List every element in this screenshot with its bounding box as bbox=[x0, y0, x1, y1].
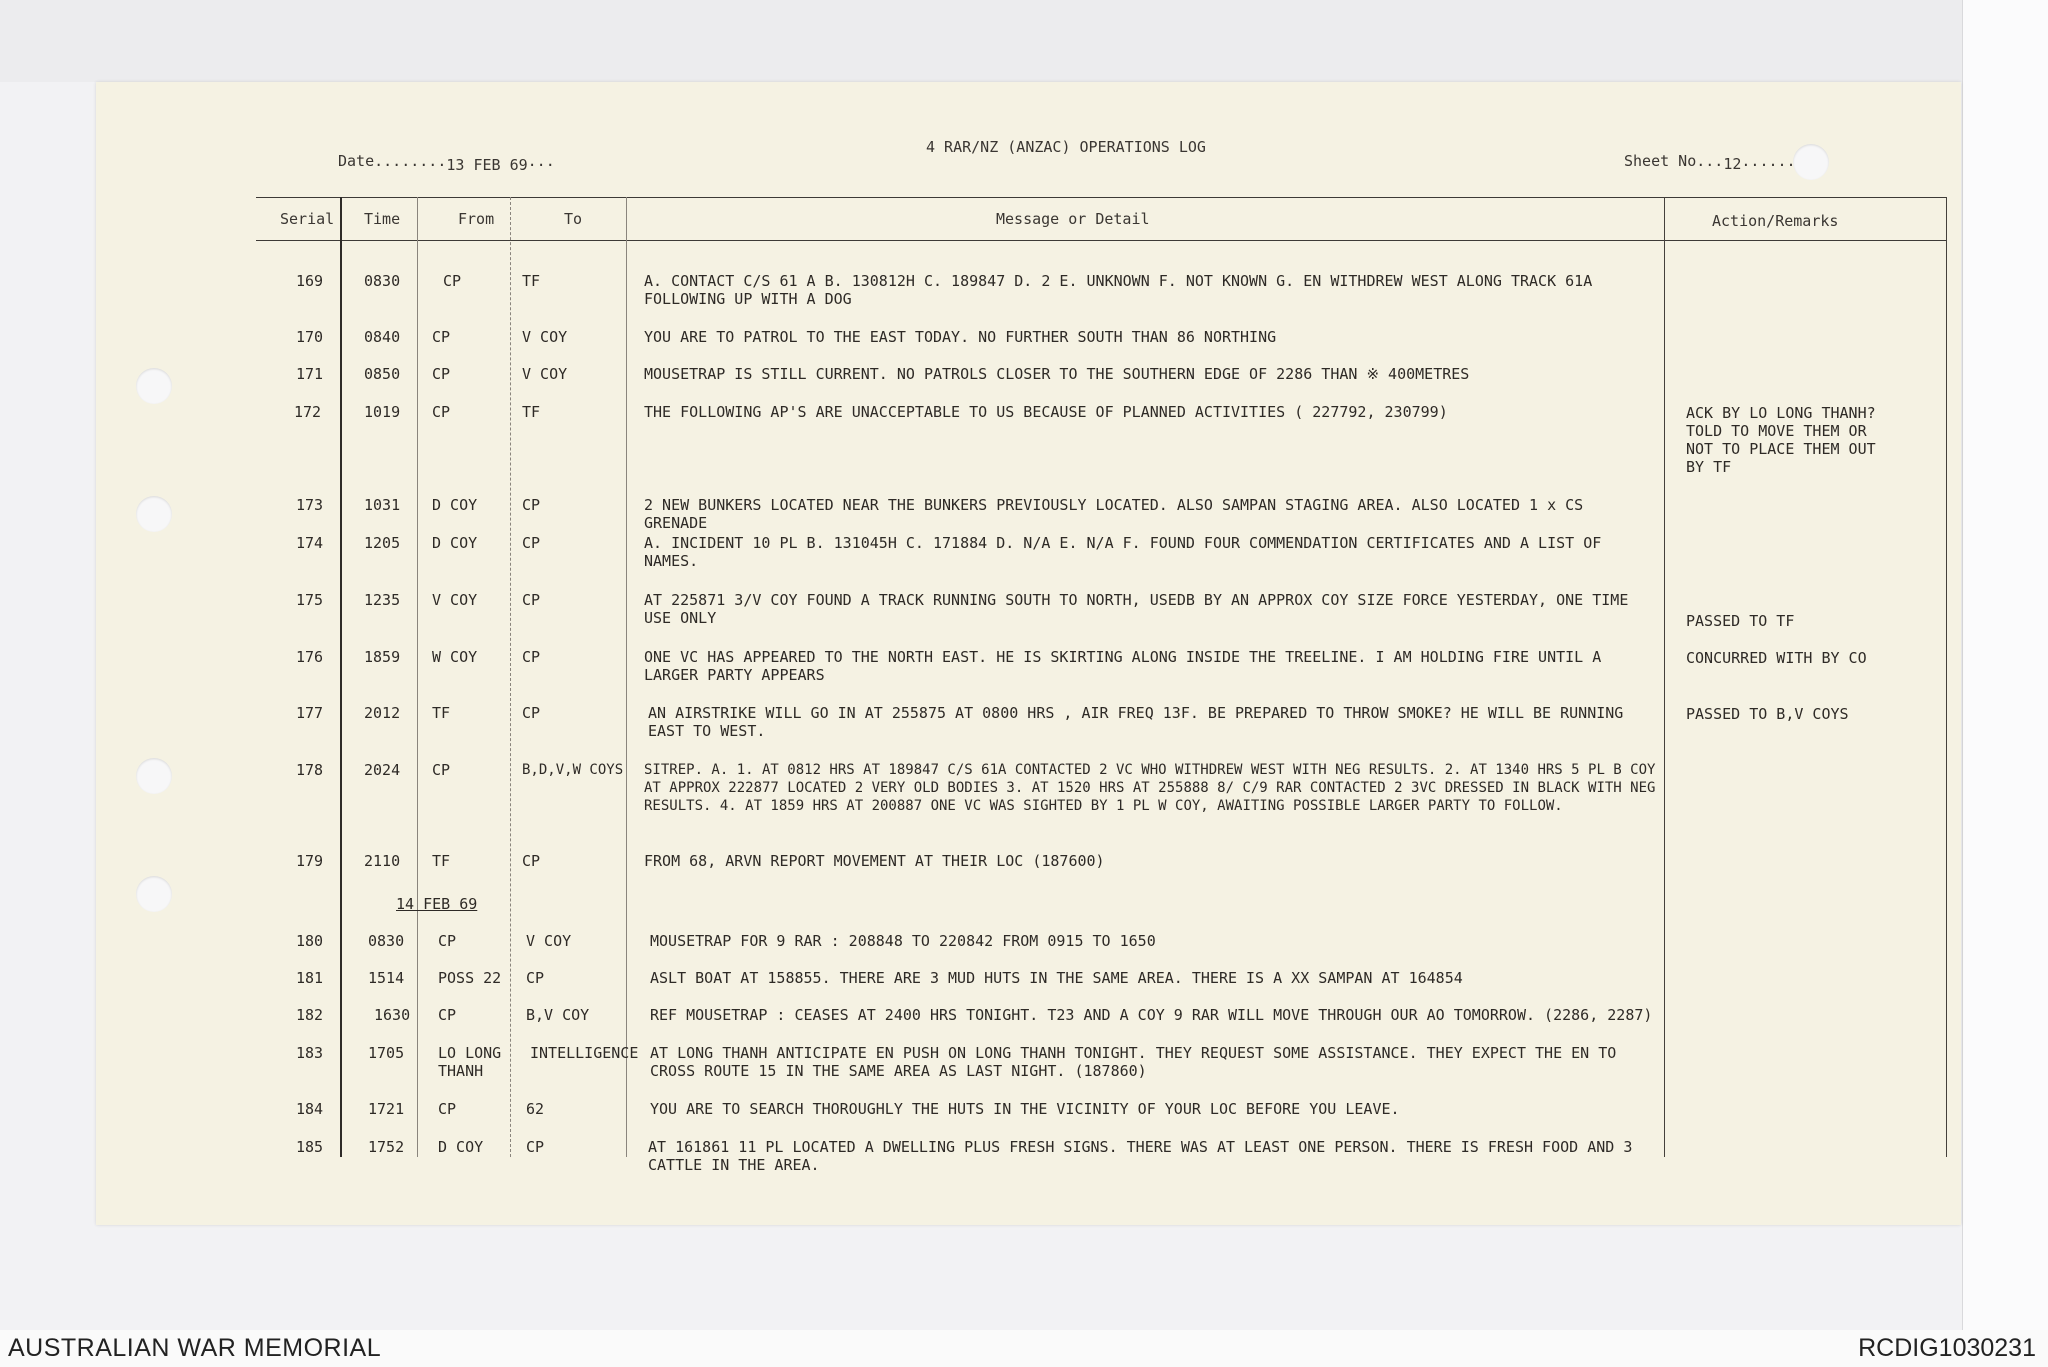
message-cell: AT 225871 3/V COY FOUND A TRACK RUNNING SOUTH TO NORTH, USEDB BY AN APPROX COY SIZE FORCE YESTERDAY, ONE TIME USE ONLY bbox=[644, 591, 1629, 627]
col-serial-header: Serial bbox=[280, 210, 335, 228]
serial-cell: 182 bbox=[296, 1006, 324, 1024]
serial-cell: 180 bbox=[296, 932, 324, 950]
to-cell: CP bbox=[522, 852, 541, 870]
serial-cell: 177 bbox=[296, 704, 324, 722]
serial-cell: 176 bbox=[296, 648, 324, 666]
from-cell: CP bbox=[432, 365, 451, 383]
col-action-header: Action/Remarks bbox=[1712, 212, 1839, 230]
record-id: RCDIG1030231 bbox=[1858, 1334, 2036, 1362]
col-time-header: Time bbox=[364, 210, 401, 228]
date-field: Date........13 FEB 69... bbox=[338, 152, 555, 174]
message-cell: AT 161861 11 PL LOCATED A DWELLING PLUS FRESH SIGNS. THERE WAS AT LEAST ONE PERSON. THERE IS FRESH FOOD AND 3 CATTLE IN THE AREA. bbox=[648, 1138, 1633, 1174]
serial-cell: 171 bbox=[296, 365, 324, 383]
from-cell: D COY bbox=[432, 496, 478, 514]
action-cell: PASSED TO TF bbox=[1686, 612, 1795, 630]
message-cell: ASLT BOAT AT 158855. THERE ARE 3 MUD HUTS IN THE SAME AREA. THERE IS A XX SAMPAN AT 164854 bbox=[650, 969, 1463, 987]
message-cell: AN AIRSTRIKE WILL GO IN AT 255875 AT 0800 HRS , AIR FREQ 13F. BE PREPARED TO THROW SMOKE? HE WILL BE RUNNING EAST TO WEST. bbox=[648, 704, 1624, 740]
message-cell: AT LONG THANH ANTICIPATE EN PUSH ON LONG THANH TONIGHT. THEY REQUEST SOME ASSISTANCE. THEY EXPECT THE EN TO CROSS ROUTE 15 IN THE SAME AREA AS LAST NIGHT. (187860) bbox=[650, 1044, 1617, 1080]
time-cell: 1205 bbox=[364, 534, 401, 552]
from-cell: CP bbox=[432, 761, 451, 779]
from-cell: TF bbox=[432, 852, 451, 870]
action-cell: ACK BY LO LONG THANH? TOLD TO MOVE THEM OR NOT TO PLACE THEM OUT BY TF bbox=[1686, 404, 1876, 476]
message-cell: FROM 68, ARVN REPORT MOVEMENT AT THEIR LOC (187600) bbox=[644, 852, 1105, 870]
message-cell: SITREP. A. 1. AT 0812 HRS AT 189847 C/S 61A CONTACTED 2 VC WHO WITHDREW WEST WITH NEG RESULTS. 2. AT 1340 HRS 5 PL B COY AT APPROX 222877 LOCATED 2 VERY OLD BODIES 3. AT 1520 HRS AT 255888 8/ C/9 RAR CONTACTED 2 3VC DRESSED IN BLACK WITH NEG RESULTS. 4. AT 1859 HRS AT 200887 ONE VC WAS SIGHTED BY 1 PL W COY, AWAITING POSSIBLE LARGER PARTY TO FOLLOW. bbox=[644, 762, 1656, 814]
serial-cell: 183 bbox=[296, 1044, 324, 1062]
binder-hole-icon bbox=[1793, 144, 1829, 180]
to-cell: CP bbox=[522, 591, 541, 609]
message-cell: 2 NEW BUNKERS LOCATED NEAR THE BUNKERS PREVIOUSLY LOCATED. ALSO SAMPAN STAGING AREA. ALSO LOCATED 1 x CS GRENADE bbox=[644, 496, 1584, 532]
to-cell: CP bbox=[522, 704, 541, 722]
from-cell: V COY bbox=[432, 591, 478, 609]
message-cell: THE FOLLOWING AP'S ARE UNACCEPTABLE TO US BECAUSE OF PLANNED ACTIVITIES ( 227792, 230799) bbox=[644, 403, 1448, 421]
top-margin bbox=[0, 0, 2048, 82]
time-cell: 0830 bbox=[368, 932, 405, 950]
message-cell: MOUSETRAP FOR 9 RAR : 208848 TO 220842 FROM 0915 TO 1650 bbox=[650, 932, 1156, 950]
serial-cell: 172 bbox=[294, 403, 322, 421]
from-cell: TF bbox=[432, 704, 451, 722]
time-cell: 1752 bbox=[368, 1138, 405, 1156]
to-cell: INTELLIGENCE bbox=[530, 1044, 639, 1062]
col-from-header: From bbox=[458, 210, 495, 228]
message-cell: MOUSETRAP IS STILL CURRENT. NO PATROLS CLOSER TO THE SOUTHERN EDGE OF 2286 THAN ※ 400METRES bbox=[644, 365, 1470, 383]
to-cell: V COY bbox=[522, 365, 568, 383]
time-cell: 0840 bbox=[364, 328, 401, 346]
from-cell: CP bbox=[432, 403, 451, 421]
action-cell: PASSED TO B,V COYS bbox=[1686, 705, 1849, 723]
sheet-number-field: Sheet No...12...... bbox=[1624, 152, 1796, 173]
serial-time-divider bbox=[340, 197, 342, 1157]
to-cell: TF bbox=[522, 403, 541, 421]
serial-cell: 179 bbox=[296, 852, 324, 870]
message-cell: A. INCIDENT 10 PL B. 131045H C. 171884 D. N/A E. N/A F. FOUND FOUR COMMENDATION CERTIFICATES AND A LIST OF NAMES. bbox=[644, 534, 1602, 570]
time-cell: 0830 bbox=[364, 272, 401, 290]
message-cell: ONE VC HAS APPEARED TO THE NORTH EAST. HE IS SKIRTING ALONG INSIDE THE TREELINE. I AM HOLDING FIRE UNTIL A LARGER PARTY APPEARS bbox=[644, 648, 1602, 684]
from-cell: CP bbox=[432, 328, 451, 346]
log-sheet bbox=[96, 82, 1961, 1225]
to-message-divider bbox=[626, 197, 627, 1157]
binder-hole-icon bbox=[136, 496, 172, 532]
from-cell: CP bbox=[438, 932, 457, 950]
page-title: 4 RAR/NZ (ANZAC) OPERATIONS LOG bbox=[926, 138, 1206, 156]
to-cell: 62 bbox=[526, 1100, 545, 1118]
binder-hole-icon bbox=[136, 876, 172, 912]
message-cell: YOU ARE TO PATROL TO THE EAST TODAY. NO FURTHER SOUTH THAN 86 NORTHING bbox=[644, 328, 1277, 346]
message-action-divider bbox=[1664, 197, 1665, 1157]
time-cell: 2110 bbox=[364, 852, 401, 870]
binder-hole-icon bbox=[136, 758, 172, 794]
from-cell: CP bbox=[438, 1006, 457, 1024]
time-cell: 1031 bbox=[364, 496, 401, 514]
time-cell: 2012 bbox=[364, 704, 401, 722]
to-cell: CP bbox=[526, 1138, 545, 1156]
serial-cell: 170 bbox=[296, 328, 324, 346]
time-cell: 1235 bbox=[364, 591, 401, 609]
serial-cell: 178 bbox=[296, 761, 324, 779]
action-cell: CONCURRED WITH BY CO bbox=[1686, 649, 1867, 667]
serial-cell: 173 bbox=[296, 496, 324, 514]
from-cell: POSS 22 bbox=[438, 969, 502, 987]
message-cell: A. CONTACT C/S 61 A B. 130812H C. 189847 D. 2 E. UNKNOWN F. NOT KNOWN G. EN WITHDREW WEST ALONG TRACK 61A FOLLOWING UP WITH A DOG bbox=[644, 272, 1593, 308]
time-cell: 1705 bbox=[368, 1044, 405, 1062]
to-cell: CP bbox=[526, 969, 545, 987]
right-margin bbox=[1962, 0, 2048, 1330]
to-cell: B,D,V,W COYS bbox=[522, 762, 624, 778]
from-cell: CP bbox=[438, 1100, 457, 1118]
table-right-edge bbox=[1946, 197, 1947, 1157]
serial-cell: 175 bbox=[296, 591, 324, 609]
from-to-divider bbox=[510, 197, 511, 1157]
to-cell: CP bbox=[522, 534, 541, 552]
to-cell: V COY bbox=[522, 328, 568, 346]
message-cell: YOU ARE TO SEARCH THOROUGHLY THE HUTS IN THE VICINITY OF YOUR LOC BEFORE YOU LEAVE. bbox=[650, 1100, 1400, 1118]
time-cell: 1721 bbox=[368, 1100, 405, 1118]
archive-credit: AUSTRALIAN WAR MEMORIAL bbox=[8, 1334, 382, 1362]
serial-cell: 185 bbox=[296, 1138, 324, 1156]
serial-cell: 181 bbox=[296, 969, 324, 987]
serial-cell: 169 bbox=[296, 272, 324, 290]
from-cell: D COY bbox=[432, 534, 478, 552]
time-cell: 2024 bbox=[364, 761, 401, 779]
time-cell: 0850 bbox=[364, 365, 401, 383]
serial-cell: 184 bbox=[296, 1100, 324, 1118]
date-divider: 14 FEB 69 bbox=[396, 895, 478, 913]
to-cell: CP bbox=[522, 648, 541, 666]
time-from-divider bbox=[417, 197, 418, 1157]
serial-cell: 174 bbox=[296, 534, 324, 552]
col-to-header: To bbox=[564, 210, 583, 228]
time-cell: 1514 bbox=[368, 969, 405, 987]
time-cell: 1630 bbox=[374, 1006, 411, 1024]
from-cell: CP bbox=[443, 272, 462, 290]
from-cell: D COY bbox=[438, 1138, 484, 1156]
to-cell: B,V COY bbox=[526, 1006, 590, 1024]
time-cell: 1859 bbox=[364, 648, 401, 666]
col-message-header: Message or Detail bbox=[996, 210, 1150, 228]
time-cell: 1019 bbox=[364, 403, 401, 421]
message-cell: REF MOUSETRAP : CEASES AT 2400 HRS TONIGHT. T23 AND A COY 9 RAR WILL MOVE THROUGH OUR AO TOMORROW. (2286, 2287) bbox=[650, 1006, 1653, 1024]
from-cell: W COY bbox=[432, 648, 478, 666]
binder-hole-icon bbox=[136, 368, 172, 404]
from-cell: LO LONG THANH bbox=[438, 1044, 502, 1080]
to-cell: V COY bbox=[526, 932, 572, 950]
to-cell: CP bbox=[522, 496, 541, 514]
to-cell: TF bbox=[522, 272, 541, 290]
